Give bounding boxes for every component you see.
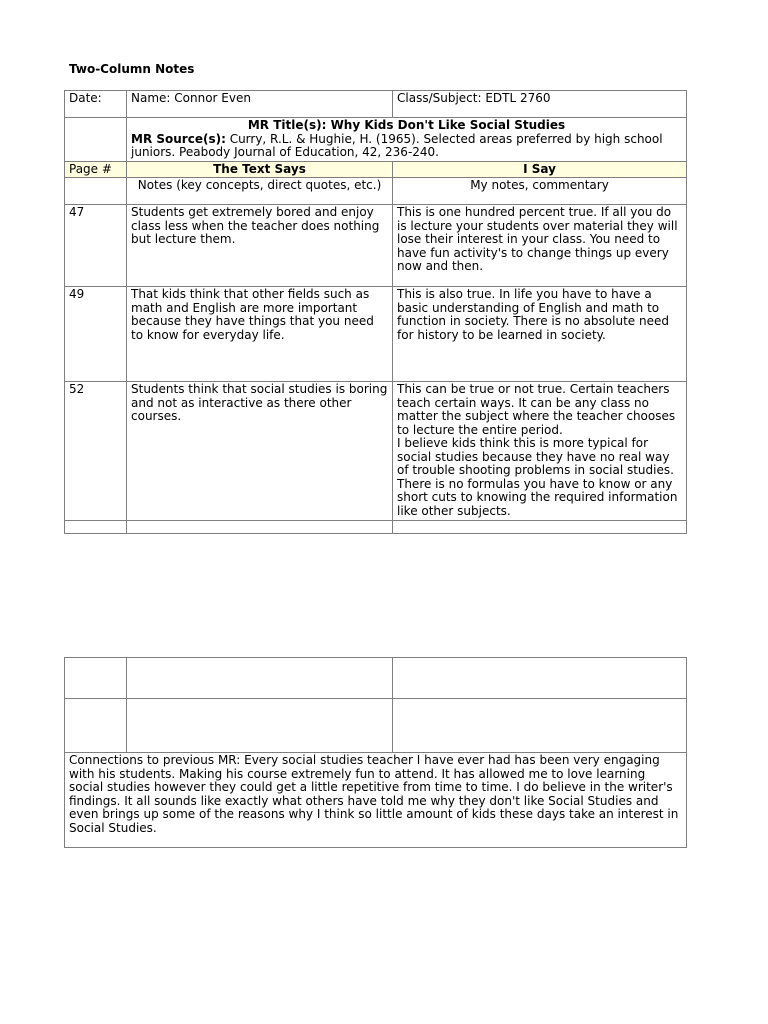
connections-text: Connections to previous MR: Every social studies teacher I have ever had has been very engaging with his students. Making his course extremely fun to attend. It has allowed me to love learning social studies however they could get a little repetitive from time to time. I do believe in the writer's findings. It all sounds like exactly what others have told me why they don't like Social Studies and even brings up some of the reasons why I think so little amount of kids these days take an interest in Social Studies.: [65, 753, 687, 848]
empty-cell: [127, 699, 393, 753]
text-says-subheader: Notes (key concepts, direct quotes, etc.): [127, 178, 393, 205]
student-name: Name: Connor Even: [127, 91, 393, 118]
date-label: Date:: [65, 91, 127, 118]
text-says-cell: Students think that social studies is boring and not as interactive as there other courses.: [127, 382, 393, 521]
table-row: [65, 287, 687, 382]
mr-source: [131, 133, 682, 160]
mr-source-label: MR Source(s):: [131, 131, 226, 146]
empty-cell: [65, 699, 127, 753]
table-row: [65, 521, 687, 534]
empty-cell: [65, 658, 127, 699]
table-row: [65, 205, 687, 287]
page-column-header: Page #: [65, 161, 127, 178]
i-say-cell: This is also true. In life you have to have a basic understanding of English and math to function in society. There is no absolute need for history to be learned in society.: [393, 287, 687, 382]
empty-cell: [393, 521, 687, 534]
notes-table: [64, 90, 687, 534]
page-number: 49: [65, 287, 127, 382]
subheader-blank-cell: [65, 178, 127, 205]
class-subject: Class/Subject: EDTL 2760: [393, 91, 687, 118]
empty-cell: [127, 658, 393, 699]
table-row: [65, 658, 687, 699]
i-say-paragraph: This can be true or not true. Certain teachers teach certain ways. It can be any class no matter the subject where the teacher chooses to lecture the entire period.: [397, 382, 676, 437]
table-row: [65, 699, 687, 753]
text-says-header: The Text Says: [127, 161, 393, 178]
text-says-cell: That kids think that other fields such as math and English are more important because they have things that you need to know for everyday life.: [127, 287, 393, 382]
mr-info-cell: [127, 118, 687, 162]
table-row: [65, 382, 687, 521]
document-title: Two-Column Notes: [69, 62, 195, 76]
empty-cell: [127, 521, 393, 534]
i-say-cell: This is one hundred percent true. If all you do is lecture your students over material they will lose their interest in your class. You need to have fun activity's to change things up every now and then.: [393, 205, 687, 287]
i-say-subheader: My notes, commentary: [393, 178, 687, 205]
page-number: 52: [65, 382, 127, 521]
continuation-table: [64, 657, 687, 848]
empty-cell: [65, 521, 127, 534]
i-say-cell: [393, 382, 687, 521]
text-says-cell: Students get extremely bored and enjoy class less when the teacher does nothing but lecture them.: [127, 205, 393, 287]
mr-source-text: Curry, R.L. & Hughie, H. (1965). Selected areas preferred by high school juniors. Peabody Journal of Education, 42, 236-240.: [131, 131, 663, 159]
mr-blank-cell: [65, 118, 127, 162]
page-number: 47: [65, 205, 127, 287]
mr-title: MR Title(s): Why Kids Don't Like Social Studies: [247, 118, 566, 132]
i-say-header: I Say: [393, 161, 687, 178]
i-say-paragraph: I believe kids think this is more typical for social studies because they have no real way of trouble shooting problems in social studies. There is no formulas you have to know or any short cuts to knowing the required information like other subjects.: [397, 436, 678, 518]
empty-cell: [393, 658, 687, 699]
empty-cell: [393, 699, 687, 753]
